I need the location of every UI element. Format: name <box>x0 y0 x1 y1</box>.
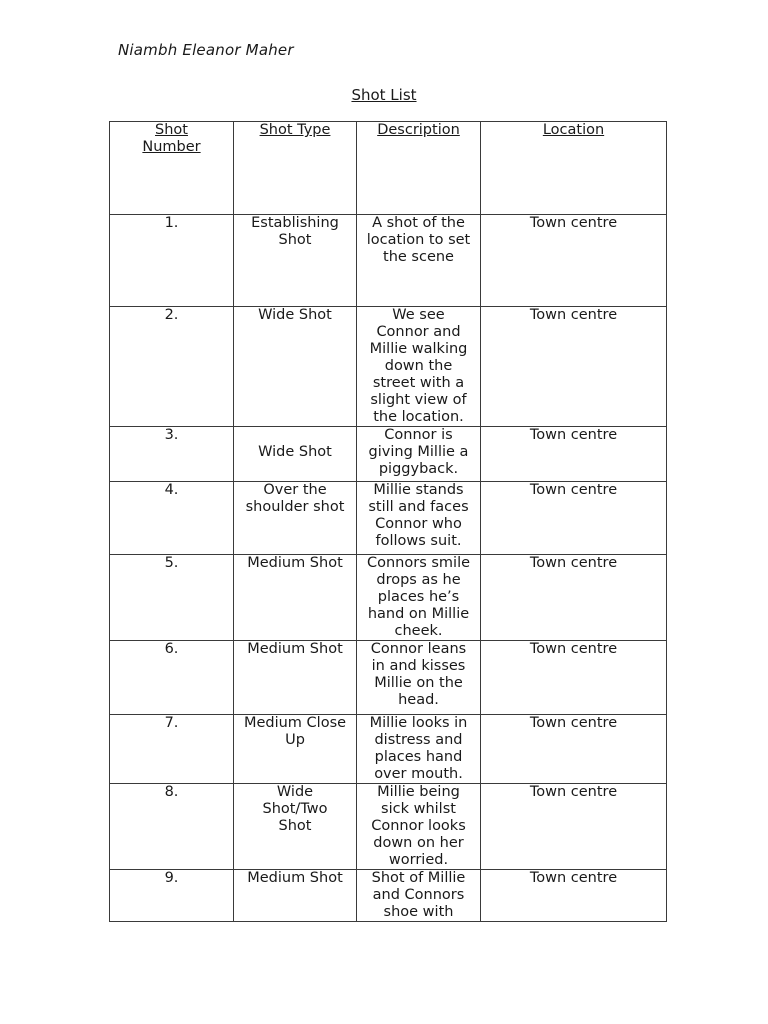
header-description: Description <box>357 122 481 215</box>
shot-number-cell: 6. <box>110 641 234 715</box>
description-cell: Shot of Millie and Connors shoe with <box>357 870 481 922</box>
header-shot-number: Shot Number <box>110 122 234 215</box>
location-cell: Town centre <box>481 715 667 784</box>
shot-type-cell: Wide Shot <box>234 307 357 427</box>
location-cell: Town centre <box>481 307 667 427</box>
shot-number-cell: 4. <box>110 482 234 555</box>
shot-type-cell: Over the shoulder shot <box>234 482 357 555</box>
table-row <box>110 870 667 922</box>
author-name: Niambh Eleanor Maher <box>118 41 294 59</box>
shot-number-cell: 7. <box>110 715 234 784</box>
location-cell: Town centre <box>481 555 667 641</box>
location-cell: Town centre <box>481 427 667 482</box>
description-cell: Millie looks in distress and places hand over mouth. <box>357 715 481 784</box>
table-row <box>110 715 667 784</box>
shot-number-cell: 3. <box>110 427 234 482</box>
description-cell: Connor is giving Millie a piggyback. <box>357 427 481 482</box>
table-row <box>110 215 667 307</box>
shot-type-cell: Medium Close Up <box>234 715 357 784</box>
table-row <box>110 555 667 641</box>
table-row <box>110 482 667 555</box>
table-row <box>110 784 667 870</box>
location-cell: Town centre <box>481 641 667 715</box>
location-cell: Town centre <box>481 870 667 922</box>
shot-list-table <box>109 121 667 922</box>
location-cell: Town centre <box>481 784 667 870</box>
shot-type-cell: Establishing Shot <box>234 215 357 307</box>
table-row <box>110 641 667 715</box>
shot-number-cell: 5. <box>110 555 234 641</box>
table-row <box>110 307 667 427</box>
location-cell: Town centre <box>481 215 667 307</box>
shot-number-cell: 2. <box>110 307 234 427</box>
shot-number-cell: 8. <box>110 784 234 870</box>
description-cell: Millie stands still and faces Connor who follows suit. <box>357 482 481 555</box>
header-location: Location <box>481 122 667 215</box>
shot-type-cell: Wide Shot <box>234 427 357 482</box>
description-cell: A shot of the location to set the scene <box>357 215 481 307</box>
description-cell: We see Connor and Millie walking down the street with a slight view of the location. <box>357 307 481 427</box>
table-header-row <box>110 122 667 215</box>
shot-type-cell: Medium Shot <box>234 870 357 922</box>
table-row <box>110 427 667 482</box>
shot-type-cell: Medium Shot <box>234 641 357 715</box>
page-title: Shot List <box>351 86 417 104</box>
shot-number-cell: 9. <box>110 870 234 922</box>
description-cell: Millie being sick whilst Connor looks down on her worried. <box>357 784 481 870</box>
description-cell: Connor leans in and kisses Millie on the head. <box>357 641 481 715</box>
shot-type-cell: Wide Shot/Two Shot <box>234 784 357 870</box>
shot-type-cell: Medium Shot <box>234 555 357 641</box>
header-shot-type: Shot Type <box>234 122 357 215</box>
shot-number-cell: 1. <box>110 215 234 307</box>
description-cell: Connors smile drops as he places he’s hand on Millie cheek. <box>357 555 481 641</box>
location-cell: Town centre <box>481 482 667 555</box>
